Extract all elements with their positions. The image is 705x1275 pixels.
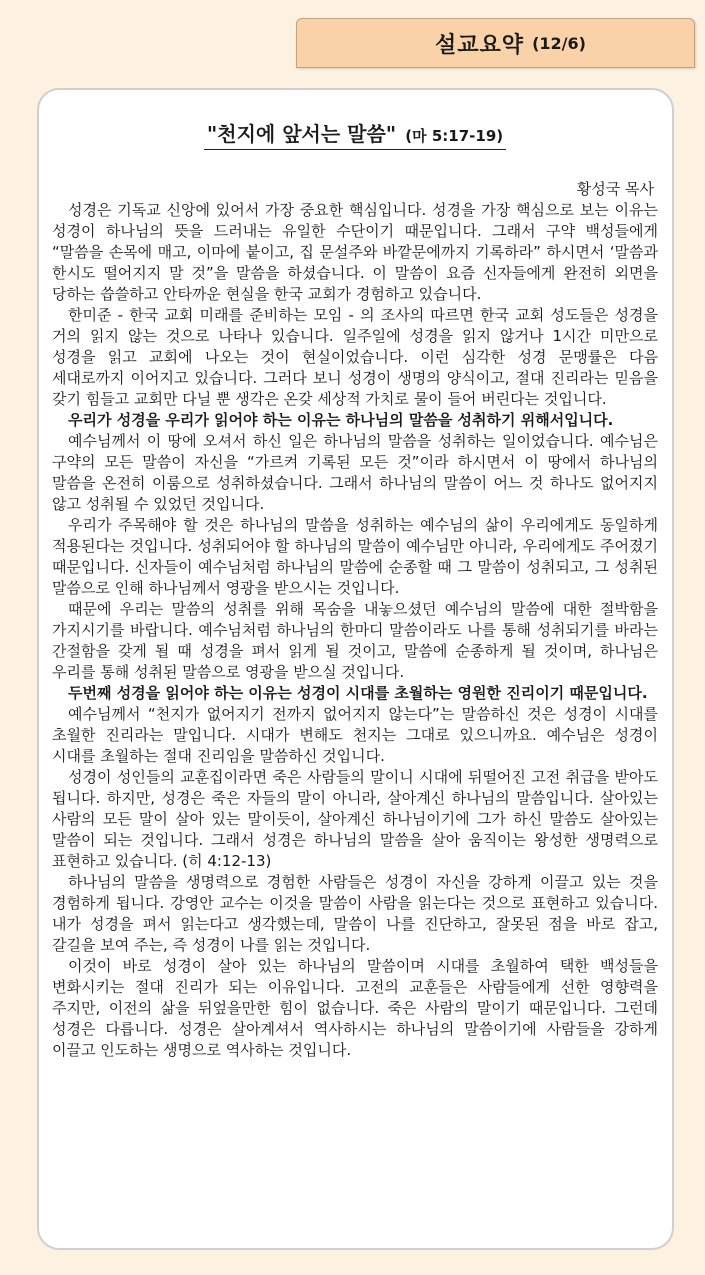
section-heading: 우리가 성경을 우리가 읽어야 하는 이유는 하나님의 말씀을 성취하기 위해서입니다. xyxy=(68,411,614,429)
section-heading: 두번째 성경을 읽어야 하는 이유는 성경이 시대를 초월하는 영원한 진리이기 때문입니다. xyxy=(68,684,648,702)
body-paragraph: 예수님께서 이 땅에 오셔서 하신 일은 하나님의 말씀을 성취하는 일이었습니다. 예수님은 구약의 모든 말씀이 자신을 “가르켜 기록된 모든 것”이라 하시면서 이 땅에서 하나님의 말씀을 온전히 이룸으로 성취하셨습니다. 그래서 하나님의 말씀이 어느 것 하나도 없어지지 않고 성취될 수 있었던 것입니다. xyxy=(52,432,658,513)
author: 황성국 목사 xyxy=(576,180,654,198)
header-tab xyxy=(296,18,695,68)
body-paragraph: 우리가 주목해야 할 것은 하나님의 말씀을 성취하는 예수님의 삶이 우리에게도 동일하게 적용된다는 것입니다. 성취되어야 할 하나님의 말씀이 예수님만 아니라, 우리에게도 주어졌기 때문입니다. 신자들이 예수님처럼 하나님의 말씀에 순종할 때 그 말씀이 성취되고, 그 성취된 말씀으로 인해 하나님께서 영광을 받으시는 것입니다. xyxy=(52,516,658,597)
sermon-title-text: "천지에 앞서는 말씀" xyxy=(206,122,397,146)
scripture-reference: (마 5:17-19) xyxy=(405,127,504,145)
header-date: (12/6) xyxy=(532,33,586,53)
body-paragraph: 성경이 성인들의 교훈집이라면 죽은 사람들의 말이니 시대에 뒤떨어진 고전 취급을 받아도 됩니다. 하지만, 성경은 죽은 자들의 말이 아니라, 살아계신 하나님의 말씀입니다. 살아있는 사람의 모든 말이 살아 있는 말이듯이, 살아계신 하나님이기에 그가 하신 말씀도 살아있는 말씀이 되는 것입니다. 그래서 성경은 하나님의 말씀을 살아 움직이는 왕성한 생명력으로 표현하고 있습니다. (히 4:12-13) xyxy=(52,768,658,870)
body-paragraph: 성경은 기독교 신앙에 있어서 가장 중요한 핵심입니다. 성경을 가장 핵심으로 보는 이유는 성경이 하나님의 뜻을 드러내는 유일한 수단이기 때문입니다. 그래서 구약 백성들에게 “말씀을 손목에 매고, 이마에 붙이고, 집 문설주와 바깥문에까지 기록하라” 하시면서 ‘말씀과 한시도 떨어지지 말 것”을 말씀을 하셨습니다. 이 말씀이 요즘 신자들에게 완전히 외면을 당하는 씁쓸하고 안타까운 현실을 한국 교회가 경험하고 있습니다. xyxy=(52,201,658,303)
body-paragraph: 한미준 - 한국 교회 미래를 준비하는 모임 - 의 조사의 따르면 한국 교회 성도들은 성경을 거의 읽지 않는 것으로 나타나 있습니다. 일주일에 성경을 읽지 않거나 1시간 미만으로 성경을 읽고 교회에 나오는 것이 현실이었습니다. 이런 심각한 성경 문맹률은 다음 세대로까지 이어지고 있습니다. 그러다 보니 성경이 생명의 양식이고, 절대 진리라는 믿음을 갖기 힘들고 교회만 다닐 뿐 생각은 온갖 세상적 가치로 물이 들어 버린다는 것입니다. xyxy=(52,306,658,408)
body-paragraph: 이것이 바로 성경이 살아 있는 하나님의 말씀이며 시대를 초월하여 택한 백성들을 변화시키는 절대 진리가 되는 이유입니다. 고전의 교훈들은 사람들에게 선한 영향력을 주지만, 이전의 삶을 뒤엎을만한 힘이 없습니다. 죽은 사람의 말이기 때문입니다. 그런데 성경은 다릅니다. 성경은 살아계셔서 역사하시는 하나님의 말씀이기에 사람들을 강하게 이끌고 인도하는 생명으로 역사하는 것입니다. xyxy=(52,957,658,1059)
sermon-body xyxy=(52,200,658,1061)
sermon-card xyxy=(37,88,674,1250)
body-paragraph: 하나님의 말씀을 생명력으로 경험한 사람들은 성경이 자신을 강하게 이끌고 있는 것을 경험하게 됩니다. 강영안 교수는 이것을 말씀이 사람을 읽는다는 것으로 표현하고 있습니다. 내가 성경을 펴서 읽는다고 생각했는데, 말씀이 나를 진단하고, 잘못된 점을 바로 잡고, 갈길을 보여 주는, 즉 성경이 나를 읽는 것입니다. xyxy=(52,873,658,954)
body-paragraph: 예수님께서 “천지가 없어지기 전까지 없어지지 않는다”는 말씀하신 것은 성경이 시대를 초월한 진리라는 말입니다. 시대가 변해도 천지는 그대로 있으니까요. 예수님은 성경이 시대를 초월하는 절대 진리임을 말씀하신 것입니다. xyxy=(52,705,658,765)
sermon-title xyxy=(52,118,658,158)
header-title: 설교요약 xyxy=(435,32,525,58)
body-paragraph: 때문에 우리는 말씀의 성취를 위해 목숨을 내놓으셨던 예수님의 말씀에 대한 절박함을 가지시기를 바랍니다. 예수님처럼 하나님의 한마디 말씀이라도 나를 통해 성취되기를 바라는 간절함을 갖게 될 때 성경을 펴서 읽게 될 것이고, 말씀에 순종하게 될 것이며, 하나님은 우리를 통해 성취된 말씀으로 영광을 받으실 것입니다. xyxy=(52,600,658,681)
